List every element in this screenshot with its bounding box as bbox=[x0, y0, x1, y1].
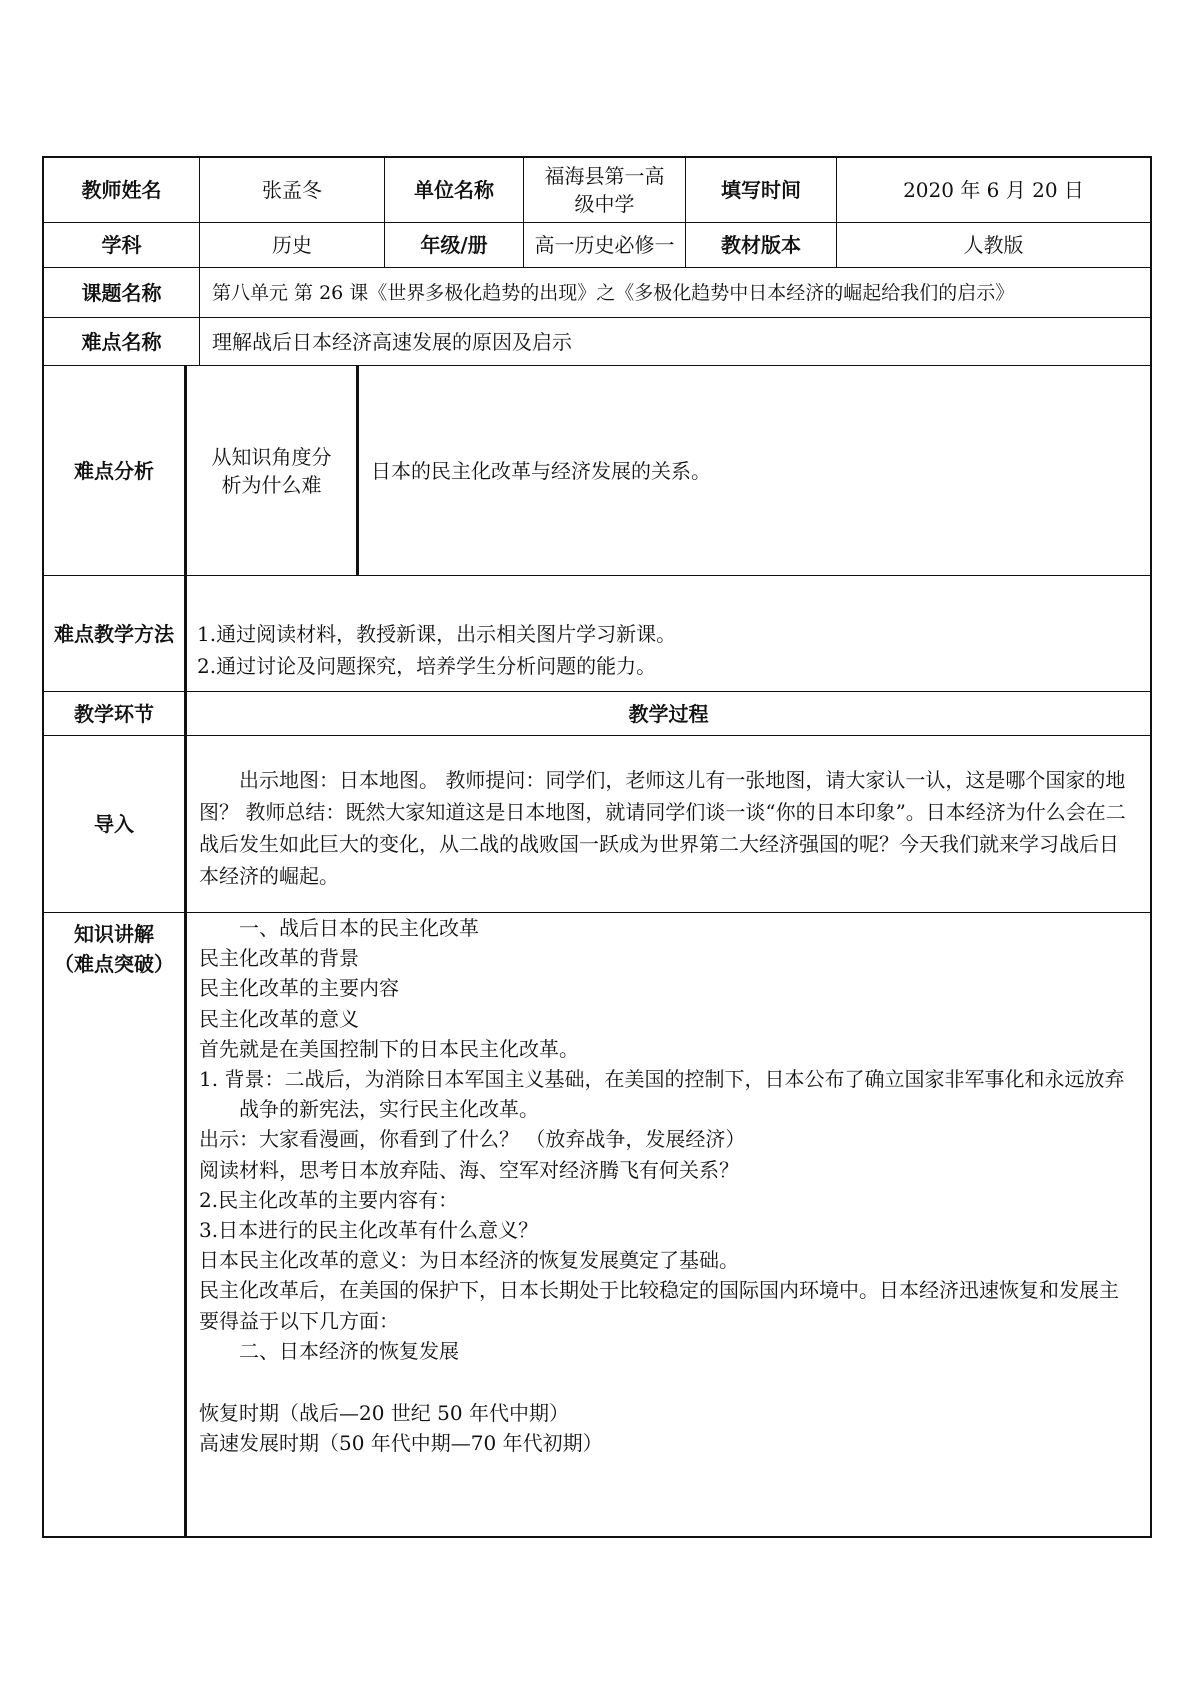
knowledge-label-line-1: 知识讲解 bbox=[74, 922, 154, 946]
subject-label: 学科 bbox=[44, 223, 200, 268]
fill-date-label: 填写时间 bbox=[686, 158, 837, 223]
knowledge-content bbox=[187, 913, 1150, 1536]
topic-label: 课题名称 bbox=[44, 268, 200, 318]
intro-label: 导入 bbox=[44, 736, 187, 913]
knowledge-line-9: 2.民主化改革的主要内容有： bbox=[199, 1187, 459, 1212]
knowledge-line-6: 1. 背景：二战后，为消除日本军国主义基础，在美国的控制下，日本公布了确立国家非军事化和永远放弃战争的新宪法，实行民主化改革。 bbox=[199, 1067, 1125, 1122]
knowledge-label bbox=[44, 913, 187, 1536]
knowledge-line-14 bbox=[199, 1366, 1138, 1398]
method-line-1: 1.通过阅读材料，教授新课，出示相关图片学习新课。 bbox=[197, 622, 677, 646]
analysis-label: 难点分析 bbox=[44, 366, 187, 576]
subject-value: 历史 bbox=[200, 223, 385, 268]
fill-date-value: 2020 年 6 月 20 日 bbox=[837, 158, 1150, 223]
row-process-header bbox=[44, 692, 1150, 736]
row-intro bbox=[44, 736, 1150, 913]
knowledge-line-8: 阅读材料，思考日本放弃陆、海、空军对经济腾飞有何关系？ bbox=[199, 1157, 739, 1182]
grade-value: 高一历史必修一 bbox=[524, 223, 686, 268]
knowledge-line-15: 恢复时期（战后—20 世纪 50 年代中期） bbox=[199, 1401, 569, 1426]
knowledge-line-1: 一、战后日本的民主化改革 bbox=[239, 916, 479, 940]
knowledge-line-13: 二、日本经济的恢复发展 bbox=[239, 1338, 459, 1363]
difficulty-label: 难点名称 bbox=[44, 318, 200, 366]
method-label: 难点教学方法 bbox=[44, 576, 187, 692]
knowledge-line-11: 日本民主化改革的意义：为日本经济的恢复发展奠定了基础。 bbox=[199, 1248, 739, 1273]
edition-value: 人教版 bbox=[837, 223, 1150, 268]
lesson-plan-table bbox=[42, 156, 1152, 1538]
knowledge-label-line-2: （难点突破） bbox=[54, 952, 174, 976]
teaching-step-label: 教学环节 bbox=[44, 692, 187, 736]
row-teacher-info bbox=[44, 158, 1150, 223]
teacher-name-label: 教师姓名 bbox=[44, 158, 200, 223]
knowledge-line-4: 民主化改革的意义 bbox=[199, 1006, 359, 1031]
grade-label: 年级/册 bbox=[385, 223, 524, 268]
analysis-sub-label: 从知识角度分析为什么难 bbox=[187, 366, 359, 576]
method-line-2: 2.通过讨论及问题探究，培养学生分析问题的能力。 bbox=[197, 654, 657, 678]
row-topic bbox=[44, 268, 1150, 318]
unit-name-value: 福海县第一高级中学 bbox=[524, 158, 686, 223]
row-knowledge bbox=[44, 913, 1150, 1536]
row-difficulty bbox=[44, 318, 1150, 366]
edition-label: 教材版本 bbox=[686, 223, 837, 268]
method-content bbox=[187, 576, 1150, 692]
row-subject-info bbox=[44, 223, 1150, 268]
knowledge-line-3: 民主化改革的主要内容 bbox=[199, 976, 399, 1001]
row-method bbox=[44, 576, 1150, 692]
intro-text: 出示地图：日本地图。 教师提问：同学们，老师这儿有一张地图，请大家认一认，这是哪个国家的地图？ 教师总结：既然大家知道这是日本地图，就请同学们谈一谈“你的日本印象”。日本经济为什么会在二战后发生如此巨大的变化，从二战的战败国一跃成为世界第二大经济强国的呢？今天我们就来学习战后日本经济的崛起。 bbox=[199, 768, 1126, 888]
knowledge-line-12: 民主化改革后，在美国的保护下，日本长期处于比较稳定的国际国内环境中。日本经济迅速恢复和发展主要得益于以下几方面： bbox=[199, 1278, 1119, 1333]
row-analysis bbox=[44, 366, 1150, 576]
teaching-process-label: 教学过程 bbox=[187, 692, 1150, 736]
unit-name-label: 单位名称 bbox=[385, 158, 524, 223]
topic-value: 第八单元 第 26 课《世界多极化趋势的出现》之《多极化趋势中日本经济的崛起给我们的启示》 bbox=[200, 268, 1150, 318]
analysis-value: 日本的民主化改革与经济发展的关系。 bbox=[359, 366, 1150, 576]
knowledge-line-10: 3.日本进行的民主化改革有什么意义？ bbox=[199, 1218, 539, 1243]
knowledge-line-16: 高速发展时期（50 年代中期—70 年代初期） bbox=[199, 1431, 603, 1456]
difficulty-value: 理解战后日本经济高速发展的原因及启示 bbox=[200, 318, 1150, 366]
knowledge-line-2: 民主化改革的背景 bbox=[199, 946, 359, 971]
intro-content bbox=[187, 736, 1150, 913]
knowledge-line-5: 首先就是在美国控制下的日本民主化改革。 bbox=[199, 1036, 579, 1061]
teacher-name-value: 张孟冬 bbox=[200, 158, 385, 223]
knowledge-line-7: 出示：大家看漫画，你看到了什么？ （放弃战争，发展经济） bbox=[199, 1127, 746, 1152]
